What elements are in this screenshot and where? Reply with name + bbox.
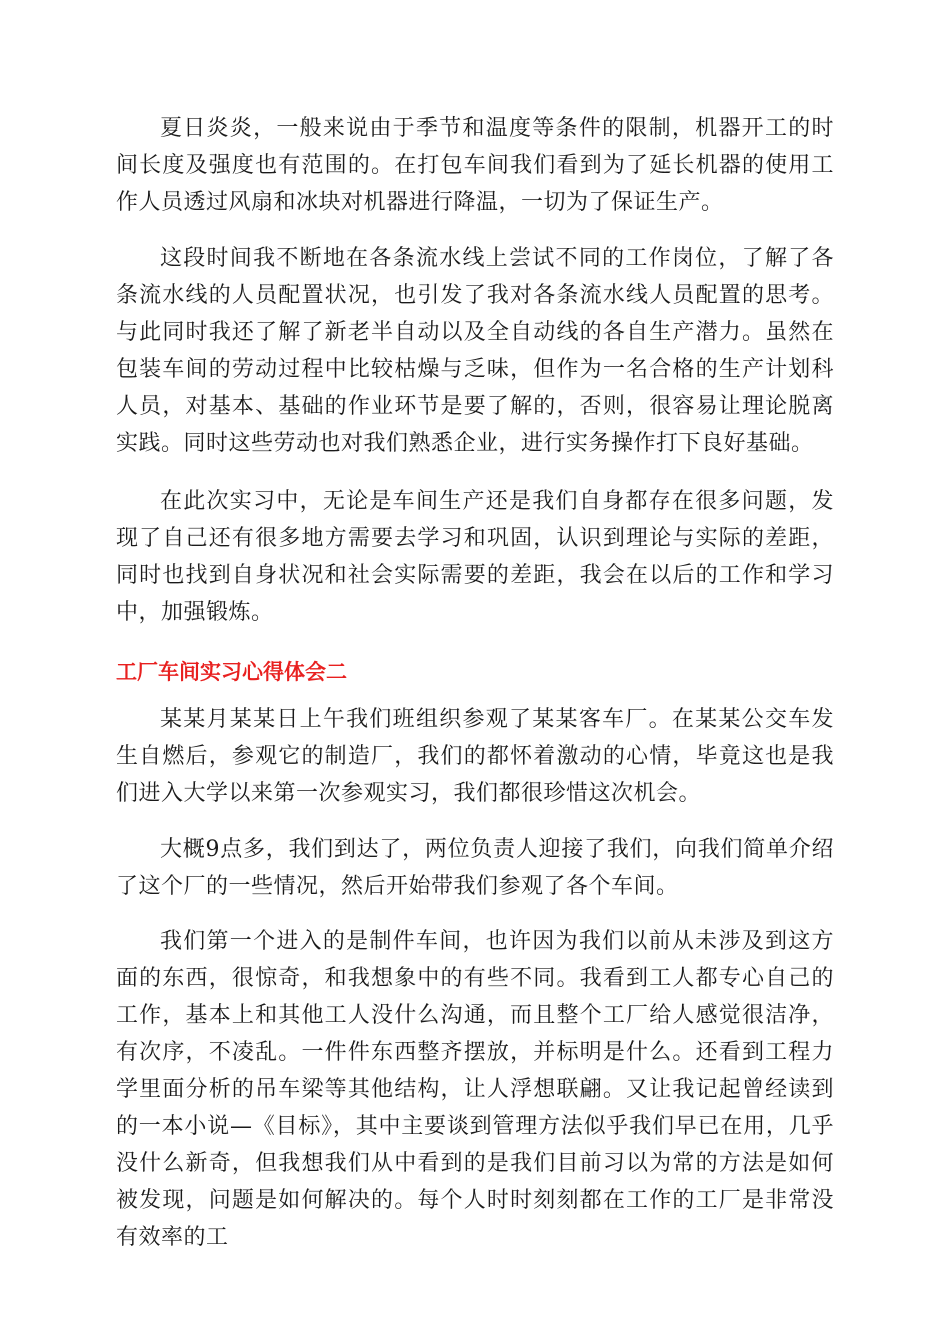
body-paragraph-1: 夏日炎炎，一般来说由于季节和温度等条件的限制，机器开工的时间长度及强度也有范围的。在打包车间我们看到为了延长机器的使用工作人员透过风扇和冰块对机器进行降温，一切为了保证生产。 (116, 116, 834, 215)
section-heading: 工厂车间实习心得体会二 (116, 660, 347, 684)
section-paragraph-2: 大概9点多，我们到达了，两位负责人迎接了我们，向我们简单介绍了这个厂的一些情况，然后开始带我们参观了各个车间。 (116, 837, 834, 899)
section-paragraph-3: 我们第一个进入的是制件车间，也许因为我们以前从未涉及到这方面的东西，很惊奇，和我想象中的有些不同。我看到工人都专心自己的工作，基本上和其他工人没什么沟通，而且整个工厂给人感觉很洁净，有次序，不凌乱。一件件东西整齐摆放，并标明是什么。还看到工程力学里面分析的吊车梁等其他结构，让人浮想联翩。又让我记起曾经读到的一本小说—《目标》，其中主要谈到管理方法似乎我们早已在用，几乎没什么新奇，但我想我们从中看到的是我们目前习以为常的方法是如何被发现，问题是如何解决的。每个人时时刻刻都在工作的工厂是非常没有效率的工 (116, 929, 834, 1250)
body-paragraph-3: 在此次实习中，无论是车间生产还是我们自身都存在很多问题，发现了自己还有很多地方需要去学习和巩固，认识到理论与实际的差距，同时也找到自身状况和社会实际需要的差距，我会在以后的工作和学习中，加强锻炼。 (116, 489, 834, 625)
section-paragraph-1: 某某月某某日上午我们班组织参观了某某客车厂。在某某公交车发生自燃后，参观它的制造厂，我们的都怀着激动的心情，毕竟这也是我们进入大学以来第一次参观实习，我们都很珍惜这次机会。 (116, 707, 834, 806)
body-paragraph-2: 这段时间我不断地在各条流水线上尝试不同的工作岗位，了解了各条流水线的人员配置状况，也引发了我对各条流水线人员配置的思考。与此同时我还了解了新老半自动以及全自动线的各自生产潜力。虽然在包装车间的劳动过程中比较枯燥与乏味，但作为一名合格的生产计划科人员，对基本、基础的作业环节是要了解的，否则，很容易让理论脱离实践。同时这些劳动也对我们熟悉企业，进行实务操作打下良好基础。 (116, 246, 834, 456)
